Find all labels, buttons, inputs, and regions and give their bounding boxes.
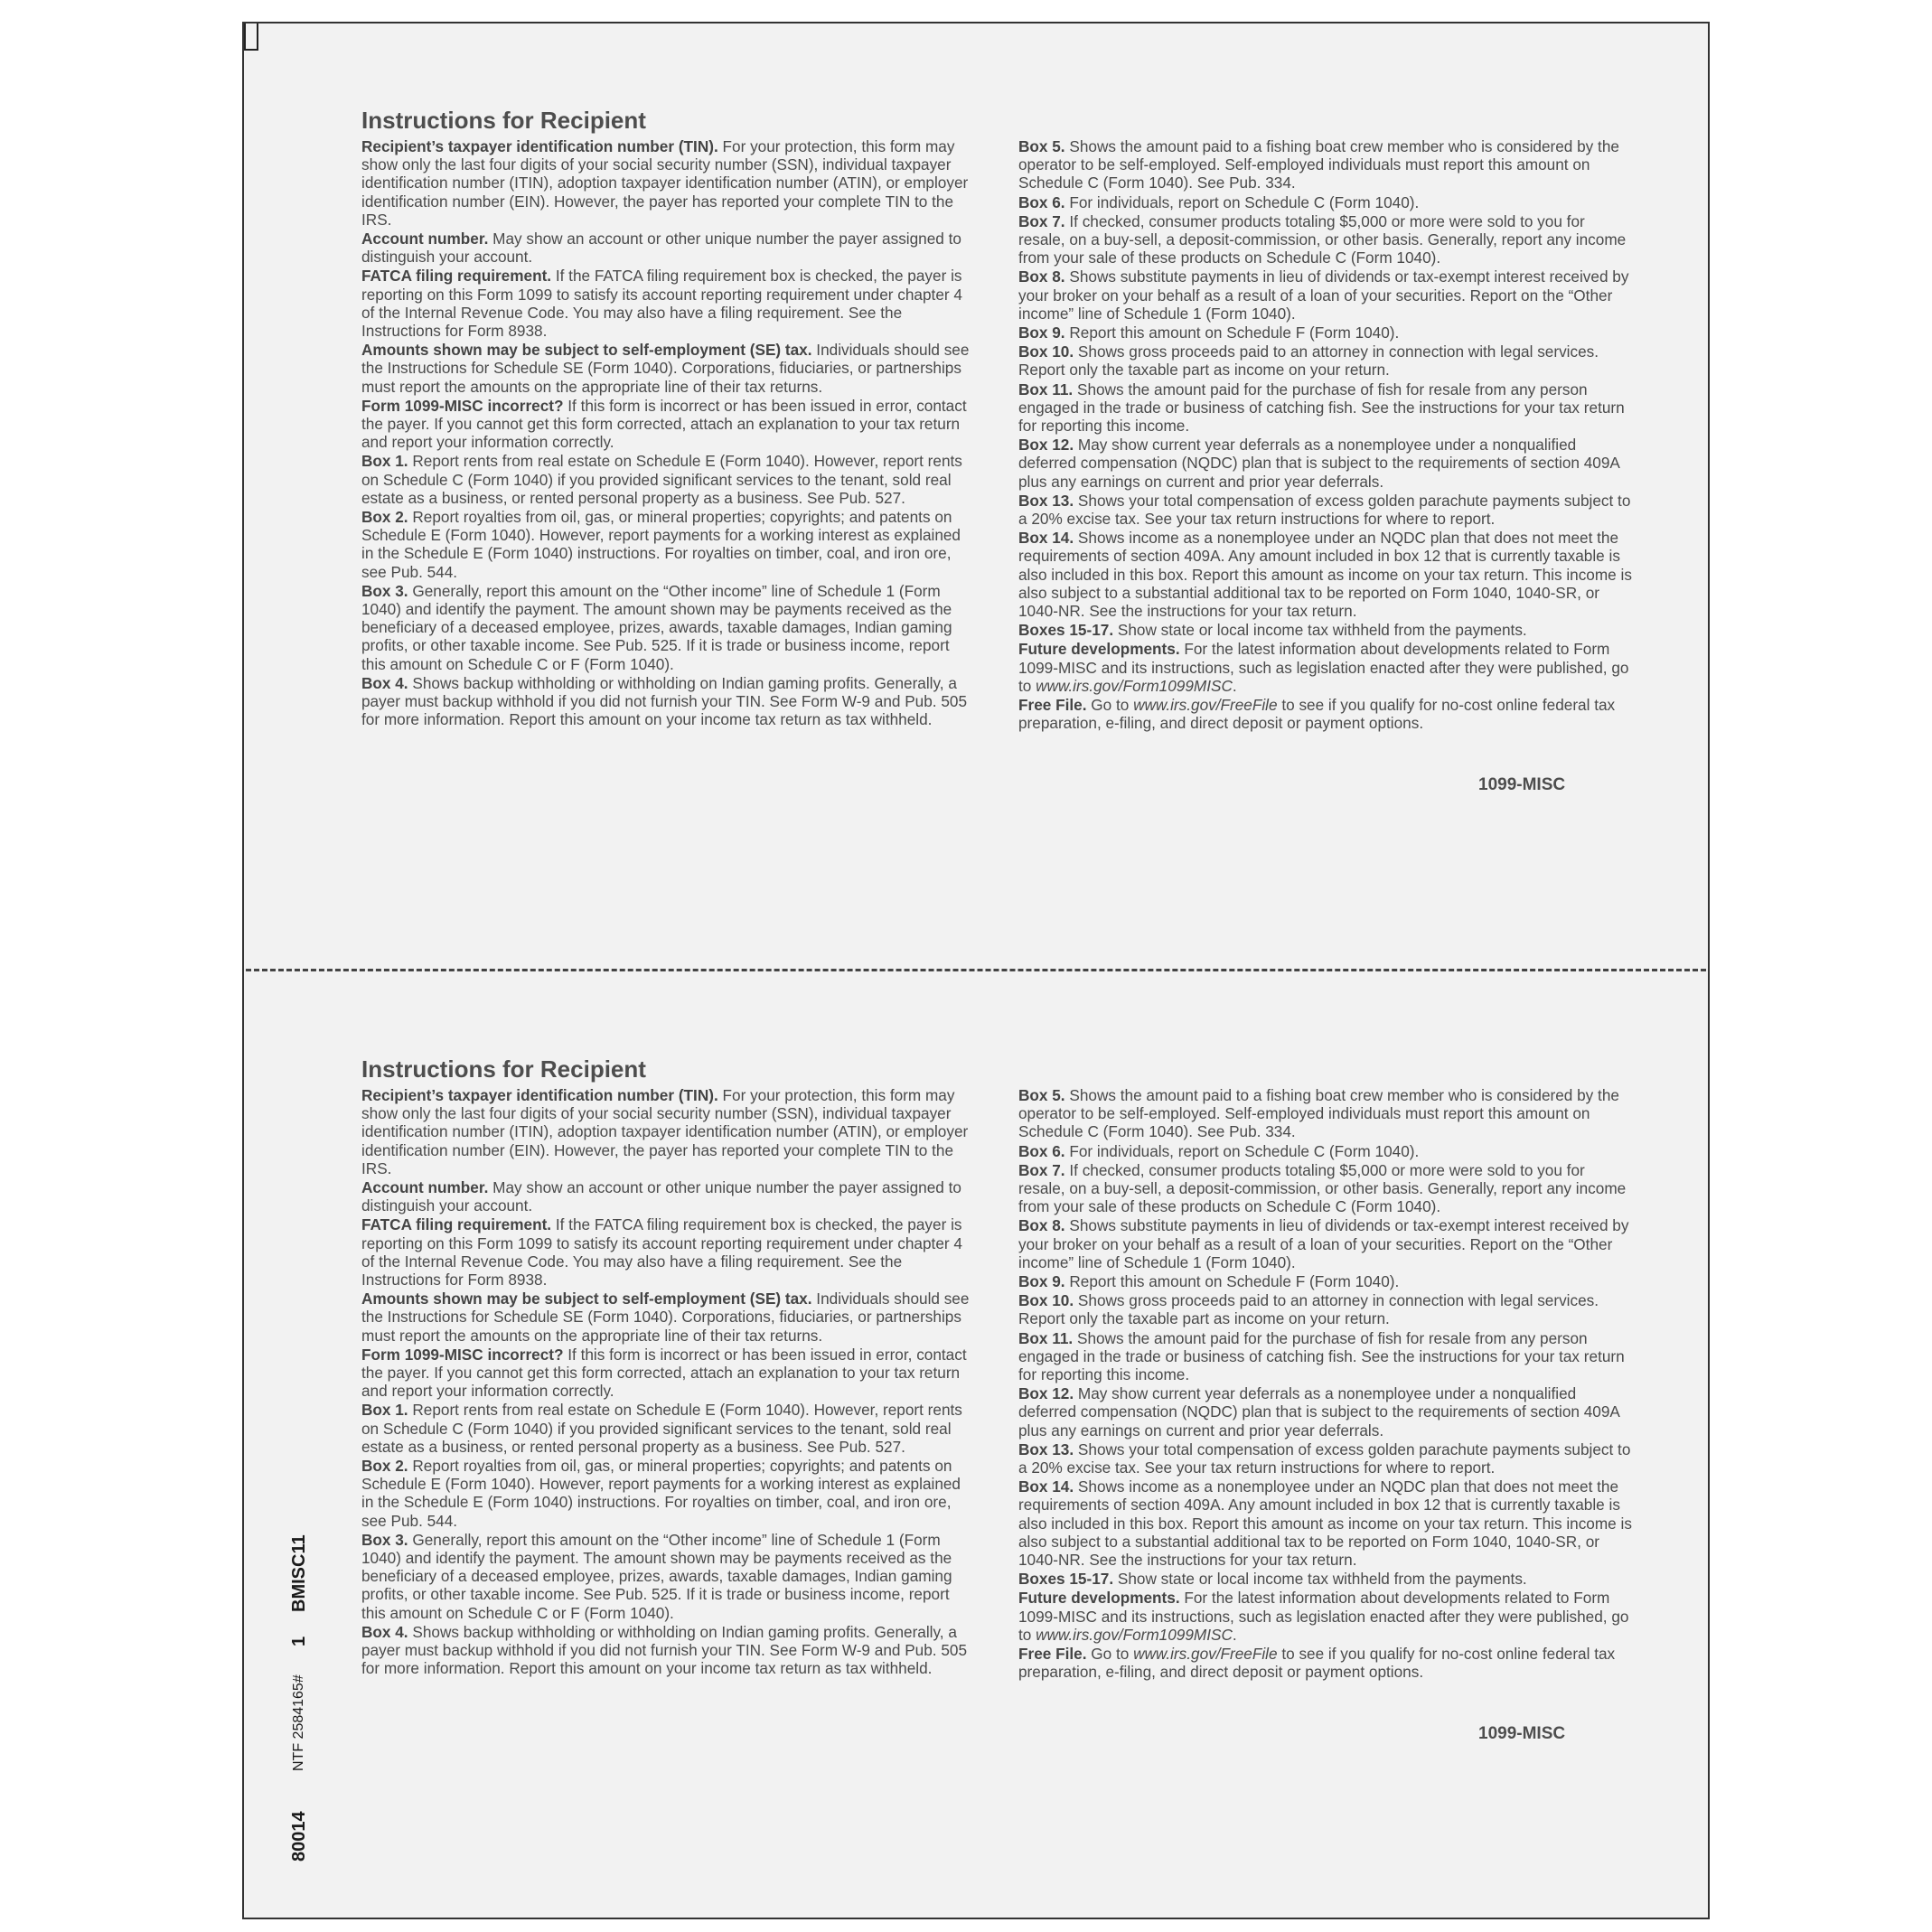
- perforation-line: [246, 969, 1706, 971]
- instruction-paragraph: [361, 508, 976, 581]
- paragraph-text: Report this amount on Schedule F (Form 1040).: [1064, 1272, 1400, 1291]
- paragraph-text: For the latest information about developments related to Form 1099-MISC and its instructions, such as legislation enacted after they were published, go to: [1018, 640, 1629, 695]
- paragraph-text: For your protection, this form may show only the last four digits of your social security number (SSN), individual taxpayer identification number (ITIN), adoption taxpayer identification number (ATIN), or employer identification number (EIN). However, the payer has reported your complete TIN to the IRS.: [361, 137, 969, 229]
- instruction-paragraph: [361, 1086, 976, 1177]
- form-id: 1099-MISC: [1478, 775, 1566, 794]
- instruction-paragraph: [361, 230, 976, 266]
- instruction-paragraph: [1018, 324, 1635, 342]
- paragraph-text: Shows gross proceeds paid to an attorney in connection with legal services. Report only the taxable part as income on your return.: [1018, 1291, 1599, 1328]
- paragraph-text: Shows your total compensation of excess golden parachute payments subject to a 20% excise tax. See your tax return instructions for where to report.: [1018, 1440, 1631, 1477]
- irs-link[interactable]: www.irs.gov/FreeFile: [1133, 696, 1278, 715]
- instruction-paragraph: [361, 1531, 976, 1622]
- paragraph-text: Report royalties from oil, gas, or mineral properties; copyrights; and patents on Schedule E (Form 1040). However, report payments for a working interest as explained in the Schedule E (Form 1040) instructions. For royalties on timber, coal, and iron ore, see Pub. 544.: [361, 1457, 961, 1530]
- paragraph-heading: Box 11.: [1018, 1328, 1074, 1347]
- paragraph-text: Shows the amount paid to a fishing boat crew member who is considered by the operator to be self-employed. Self-employed individuals must report this amount on Schedule C (Form 1040). See Pub. 334.: [1018, 1086, 1619, 1141]
- paragraph-text: If checked, consumer products totaling $5,000 or more were sold to you for resale, on a buy-sell, a deposit-commission, or other basis. Generally, report any income from your sale of these products on Schedule C (Form 1040).: [1018, 1160, 1627, 1216]
- paragraph-text: May show an account or other unique number the payer assigned to distinguish your account.: [361, 1178, 961, 1215]
- paragraph-heading: Box 13.: [1018, 491, 1074, 510]
- paragraph-heading: Box 5.: [1018, 137, 1065, 155]
- corner-registration-mark: [244, 23, 258, 51]
- side-form-name: BMISC11: [289, 1534, 309, 1612]
- paragraph-text-tail: .: [1232, 676, 1237, 695]
- paragraph-heading: Box 1.: [361, 452, 408, 471]
- instruction-paragraph: [1018, 267, 1635, 323]
- paragraph-heading: Future developments.: [1018, 1589, 1180, 1608]
- paragraph-text: Report this amount on Schedule F (Form 1040).: [1064, 324, 1400, 342]
- paragraph-text: Report rents from real estate on Schedule E (Form 1040). However, report rents on Schedule C (Form 1040) if you provided significant services to the tenant, sold real estate as a business, or rented personal property as a business. See Pub. 527.: [361, 452, 962, 507]
- paragraph-text: For individuals, report on Schedule C (Form 1040).: [1064, 192, 1420, 211]
- paragraph-text: Shows the amount paid to a fishing boat crew member who is considered by the operator to be self-employed. Self-employed individuals must report this amount on Schedule C (Form 1040). See Pub. 334.: [1018, 137, 1619, 192]
- instruction-paragraph: [1018, 640, 1635, 695]
- instruction-paragraph: [1018, 1384, 1635, 1440]
- paragraph-heading: Recipient’s taxpayer identification number (TIN).: [361, 1086, 718, 1104]
- instruction-paragraph: [1018, 1291, 1635, 1327]
- paragraph-heading: Box 14.: [1018, 529, 1074, 548]
- instruction-paragraph: [1018, 342, 1635, 379]
- paragraph-text-tail: .: [1232, 1625, 1237, 1644]
- paragraph-heading: FATCA filing requirement.: [361, 267, 552, 286]
- paragraph-text: Individuals should see the Instructions for Schedule SE (Form 1040). Corporations, fiduciaries, or partnerships must report the amounts on the appropriate line of their tax returns.: [361, 1290, 970, 1345]
- paragraph-text: If checked, consumer products totaling $5,000 or more were sold to you for resale, on a buy-sell, a deposit-commission, or other basis. Generally, report any income from your sale of these products on Schedule C (Form 1040).: [1018, 211, 1627, 267]
- paragraph-text: Shows backup withholding or withholding on Indian gaming profits. Generally, a payer must backup withhold if you did not furnish your TIN. See Form W-9 and Pub. 505 for more information. Report this amount on your income tax return as tax withheld.: [361, 673, 968, 729]
- instruction-paragraph: [1018, 212, 1635, 267]
- instruction-paragraph: [361, 582, 976, 673]
- paragraph-text: Shows your total compensation of excess golden parachute payments subject to a 20% excise tax. See your tax return instructions for where to report.: [1018, 491, 1631, 529]
- paragraph-heading: Box 14.: [1018, 1477, 1074, 1496]
- instruction-paragraph: [361, 341, 976, 396]
- paragraph-text: Show state or local income tax withheld from the payments.: [1113, 1570, 1527, 1589]
- paragraph-heading: Box 10.: [1018, 1291, 1074, 1310]
- paragraph-heading: Account number.: [361, 230, 489, 249]
- paragraph-heading: Box 8.: [1018, 1216, 1065, 1235]
- instruction-paragraph: [1018, 1272, 1635, 1290]
- paragraph-heading: Amounts shown may be subject to self-employment (SE) tax.: [361, 341, 812, 360]
- paragraph-text: For individuals, report on Schedule C (Form 1040).: [1064, 1141, 1420, 1160]
- paragraph-text: Show state or local income tax withheld from the payments.: [1113, 621, 1527, 640]
- instruction-paragraph: [1018, 137, 1635, 192]
- paragraph-text: Individuals should see the Instructions for Schedule SE (Form 1040). Corporations, fiduciaries, or partnerships must report the amounts on the appropriate line of their tax returns.: [361, 341, 970, 396]
- paragraph-heading: Box 12.: [1018, 1384, 1074, 1403]
- paragraph-text: Shows substitute payments in lieu of dividends or tax-exempt interest received by your broker on your behalf as a result of a loan of your securities. Report on the “Other income” line of Schedule 1 (Form 1040).: [1018, 267, 1629, 323]
- instruction-paragraph: [1018, 1570, 1635, 1588]
- instruction-paragraph: [1018, 436, 1635, 491]
- paragraph-heading: Boxes 15-17.: [1018, 1570, 1114, 1589]
- instruction-paragraph: [1018, 1329, 1635, 1384]
- instruction-paragraph: [361, 1457, 976, 1530]
- paragraph-heading: Box 6.: [1018, 192, 1065, 211]
- paragraph-heading: Box 9.: [1018, 324, 1065, 342]
- instruction-paragraph: [361, 1290, 976, 1345]
- paragraph-heading: Amounts shown may be subject to self-employment (SE) tax.: [361, 1290, 812, 1308]
- paragraph-text: Shows income as a nonemployee under an NQDC plan that does not meet the requirements of section 409A. Any amount included in box 12 that is currently taxable is also included in this box. Report this amount as income on your tax return. This income is also subject to a substantial additional tax to be reported on Form 1040, 1040-SR, or 1040-NR. See the instructions for your tax return.: [1018, 1477, 1632, 1570]
- side-ntf-code: NTF 2584165#: [291, 1674, 306, 1771]
- paragraph-text: If this form is incorrect or has been issued in error, contact the payer. If you cannot get this form corrected, attach an explanation to your tax return and report your information correctly.: [361, 1345, 967, 1401]
- paragraph-text: If this form is incorrect or has been issued in error, contact the payer. If you cannot get this form corrected, attach an explanation to your tax return and report your information correctly.: [361, 396, 967, 452]
- paragraph-text-tail: to see if you qualify for no-cost online federal tax preparation, e-filing, and direct deposit or payment options.: [1018, 1645, 1616, 1682]
- paragraph-heading: Box 11.: [1018, 380, 1074, 399]
- instruction-paragraph: [1018, 380, 1635, 436]
- instruction-paragraph: [1018, 529, 1635, 620]
- paragraph-text: Shows backup withholding or withholding on Indian gaming profits. Generally, a payer must backup withhold if you did not furnish your TIN. See Form W-9 and Pub. 505 for more information. Report this amount on your income tax return as tax withheld.: [361, 1622, 968, 1678]
- paragraph-text: Go to: [1086, 696, 1134, 715]
- paragraph-heading: Form 1099-MISC incorrect?: [361, 1345, 564, 1364]
- paragraph-text: If the FATCA filing requirement box is checked, the payer is reporting on this Form 1099 to satisfy its account reporting requirement under chapter 4 of the Internal Revenue Code. You may also have a filing requirement. See the Instructions for Form 8938.: [361, 1215, 962, 1290]
- paragraph-heading: Box 7.: [1018, 211, 1065, 230]
- panel-title: Instructions for Recipient: [361, 107, 646, 134]
- instruction-paragraph: [1018, 1161, 1635, 1216]
- paragraph-heading: Box 13.: [1018, 1440, 1074, 1458]
- paragraph-heading: Box 2.: [361, 1457, 408, 1476]
- paragraph-text: Generally, report this amount on the “Other income” line of Schedule 1 (Form 1040) and identify the payment. The amount shown may be payments received as the beneficiary of a deceased employee, prizes, awards, taxable damages, Indian gaming profits, or other taxable income. See Pub. 525. If it is trade or business income, report this amount on Schedule C or F (Form 1040).: [361, 1530, 952, 1622]
- side-part-number: 1: [289, 1636, 309, 1646]
- paragraph-text: For your protection, this form may show only the last four digits of your social security number (SSN), individual taxpayer identification number (ITIN), adoption taxpayer identification number (ATIN), or employer identification number (EIN). However, the payer has reported your complete TIN to the IRS.: [361, 1086, 969, 1177]
- instruction-paragraph: [1018, 1086, 1635, 1141]
- paragraph-text: For the latest information about developments related to Form 1099-MISC and its instructions, such as legislation enacted after they were published, go to: [1018, 1589, 1629, 1644]
- paragraph-heading: Box 4.: [361, 1622, 408, 1641]
- paragraph-heading: Box 6.: [1018, 1141, 1065, 1160]
- paragraph-text: Report royalties from oil, gas, or mineral properties; copyrights; and patents on Schedule E (Form 1040). However, report payments for a working interest as explained in the Schedule E (Form 1040) instructions. For royalties on timber, coal, and iron ore, see Pub. 544.: [361, 508, 961, 581]
- right-column: [1018, 137, 1635, 734]
- panel-title: Instructions for Recipient: [361, 1055, 646, 1083]
- instruction-paragraph: [361, 1215, 976, 1289]
- instruction-paragraph: [361, 1178, 976, 1215]
- paragraph-heading: Account number.: [361, 1178, 489, 1197]
- paragraph-heading: Boxes 15-17.: [1018, 621, 1114, 640]
- instruction-paragraph: [361, 137, 976, 229]
- paragraph-heading: Form 1099-MISC incorrect?: [361, 396, 564, 415]
- paragraph-text: Shows the amount paid for the purchase of fish for resale from any person engaged in the trade or business of catching fish. See the instructions for your tax return for reporting this income.: [1018, 380, 1625, 436]
- instruction-paragraph: [1018, 696, 1635, 732]
- paragraph-heading: Box 3.: [361, 581, 408, 600]
- paragraph-heading: Box 2.: [361, 508, 408, 527]
- instruction-paragraph: [1018, 1477, 1635, 1569]
- instruction-paragraph: [361, 1623, 976, 1678]
- irs-link[interactable]: www.irs.gov/Form1099MISC: [1036, 1625, 1233, 1644]
- instruction-paragraph: [361, 452, 976, 507]
- instruction-paragraph: [361, 267, 976, 340]
- paragraph-heading: Box 7.: [1018, 1160, 1065, 1179]
- paragraph-text: May show current year deferrals as a nonemployee under a nonqualified deferred compensation (NQDC) plan that is subject to the requirements of section 409A plus any earnings on current and prior year deferrals.: [1018, 1384, 1619, 1440]
- side-form-code: 80014: [289, 1811, 309, 1862]
- paragraph-heading: Box 10.: [1018, 342, 1074, 361]
- paragraph-heading: Free File.: [1018, 1645, 1087, 1664]
- paragraph-heading: Future developments.: [1018, 640, 1180, 659]
- paragraph-text: If the FATCA filing requirement box is checked, the payer is reporting on this Form 1099 to satisfy its account reporting requirement under chapter 4 of the Internal Revenue Code. You may also have a filing requirement. See the Instructions for Form 8938.: [361, 267, 962, 341]
- paragraph-heading: Free File.: [1018, 696, 1087, 715]
- instruction-paragraph: [1018, 1216, 1635, 1271]
- instruction-paragraph: [1018, 1440, 1635, 1477]
- right-column: [1018, 1086, 1635, 1683]
- paragraph-text: Shows income as a nonemployee under an NQDC plan that does not meet the requirements of section 409A. Any amount included in box 12 that is currently taxable is also included in this box. Report this amount as income on your tax return. This income is also subject to a substantial additional tax to be reported on Form 1040, 1040-SR, or 1040-NR. See the instructions for your tax return.: [1018, 529, 1632, 621]
- paragraph-text: Shows the amount paid for the purchase of fish for resale from any person engaged in the trade or business of catching fish. See the instructions for your tax return for reporting this income.: [1018, 1328, 1625, 1384]
- instruction-paragraph: [361, 1346, 976, 1401]
- paragraph-heading: Box 1.: [361, 1401, 408, 1420]
- paragraph-text: May show an account or other unique number the payer assigned to distinguish your account.: [361, 230, 961, 267]
- instruction-paragraph: [1018, 492, 1635, 528]
- irs-link[interactable]: www.irs.gov/FreeFile: [1133, 1645, 1278, 1664]
- instruction-paragraph: [1018, 1645, 1635, 1681]
- paragraph-text: May show current year deferrals as a nonemployee under a nonqualified deferred compensation (NQDC) plan that is subject to the requirements of section 409A plus any earnings on current and prior year deferrals.: [1018, 436, 1619, 491]
- left-column: [361, 137, 976, 730]
- instruction-paragraph: [361, 1401, 976, 1456]
- paragraph-text-tail: to see if you qualify for no-cost online federal tax preparation, e-filing, and direct deposit or payment options.: [1018, 696, 1616, 733]
- paragraph-heading: Box 9.: [1018, 1272, 1065, 1291]
- paragraph-text: Shows substitute payments in lieu of dividends or tax-exempt interest received by your broker on your behalf as a result of a loan of your securities. Report on the “Other income” line of Schedule 1 (Form 1040).: [1018, 1216, 1629, 1271]
- instruction-paragraph: [1018, 1589, 1635, 1644]
- paragraph-heading: Box 12.: [1018, 436, 1074, 455]
- form-id: 1099-MISC: [1478, 1724, 1566, 1743]
- paragraph-heading: Box 5.: [1018, 1086, 1065, 1104]
- instruction-paragraph: [1018, 621, 1635, 639]
- instruction-paragraph: [361, 674, 976, 729]
- paragraph-heading: FATCA filing requirement.: [361, 1215, 552, 1234]
- paragraph-text: Report rents from real estate on Schedule E (Form 1040). However, report rents on Schedule C (Form 1040) if you provided significant services to the tenant, sold real estate as a business, or rented personal property as a business. See Pub. 527.: [361, 1401, 962, 1456]
- instruction-paragraph: [361, 397, 976, 452]
- left-column: [361, 1086, 976, 1679]
- instruction-paragraph: [1018, 1142, 1635, 1160]
- irs-link[interactable]: www.irs.gov/Form1099MISC: [1036, 676, 1233, 695]
- instruction-paragraph: [1018, 193, 1635, 211]
- paragraph-heading: Box 4.: [361, 673, 408, 692]
- paragraph-heading: Recipient’s taxpayer identification number (TIN).: [361, 137, 718, 155]
- paragraph-heading: Box 3.: [361, 1530, 408, 1549]
- paragraph-text: Shows gross proceeds paid to an attorney in connection with legal services. Report only the taxable part as income on your return.: [1018, 342, 1599, 380]
- paragraph-text: Generally, report this amount on the “Other income” line of Schedule 1 (Form 1040) and identify the payment. The amount shown may be payments received as the beneficiary of a deceased employee, prizes, awards, taxable damages, Indian gaming profits, or other taxable income. See Pub. 525. If it is trade or business income, report this amount on Schedule C or F (Form 1040).: [361, 581, 952, 673]
- paragraph-text: Go to: [1086, 1645, 1134, 1664]
- paragraph-heading: Box 8.: [1018, 267, 1065, 286]
